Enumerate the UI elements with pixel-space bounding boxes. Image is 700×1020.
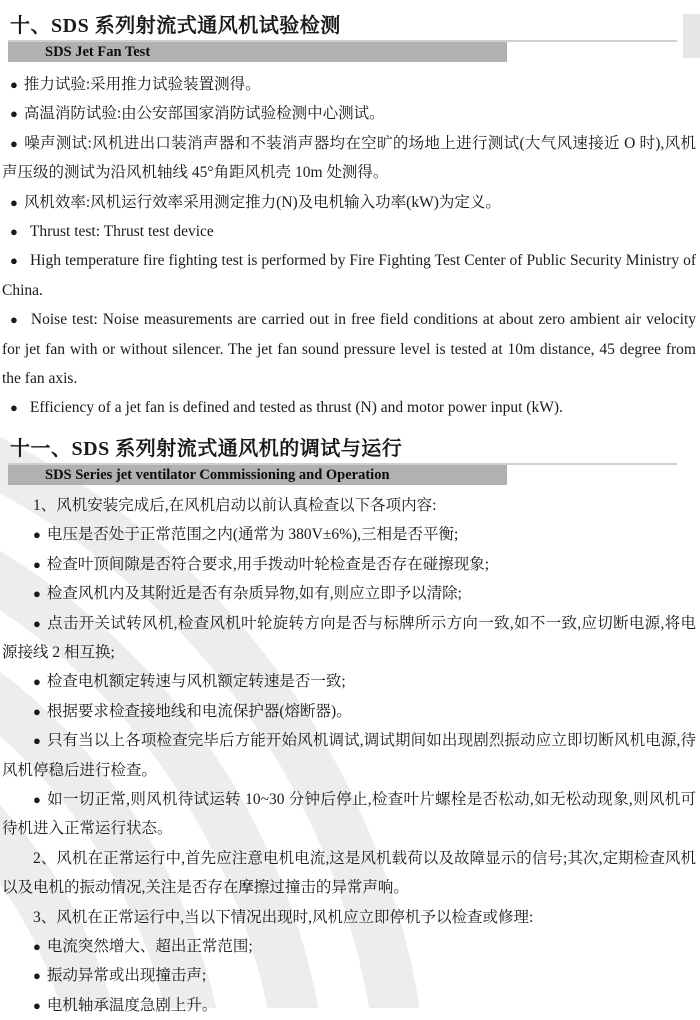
list-item: [2, 697, 696, 726]
numbered-paragraph: [2, 491, 696, 520]
section2-banner-bar: [8, 465, 507, 485]
list-item-text: High temperature fire fighting test is performed by Fire Fighting Test Center of Public Security Ministry of China.: [2, 252, 696, 299]
bullet-icon: ●: [33, 968, 41, 984]
list-item-text: 电压是否处于正常范围之内(通常为 380V±6%),三相是否平衡;: [46, 526, 459, 544]
section-commissioning: [0, 437, 700, 1020]
list-item-text: 如一切正常,则风机待试运转 10~30 分钟后停止,检查叶片螺栓是否松动,如无松动现象,则风机可待机进入正常运行状态。: [2, 790, 696, 838]
list-item: [2, 217, 696, 246]
list-item: [2, 961, 696, 990]
list-item-text: 点击开关试转风机,检查风机叶轮旋转方向是否与标牌所示方向一致,如不一致,应切断电源,将电源接线 2 相互换;: [2, 614, 696, 661]
numbered-paragraph: [2, 903, 696, 932]
bullet-icon: ●: [33, 556, 41, 572]
list-item: [2, 393, 696, 422]
bullet-icon: ●: [33, 997, 41, 1013]
section2-body: [2, 491, 696, 1020]
section2-banner-row: [0, 463, 700, 485]
list-item-text: 振动异常或出现撞击声;: [46, 967, 207, 985]
list-item: [2, 305, 696, 393]
bullet-icon: ●: [33, 703, 41, 719]
section2-title: 十一、SDS 系列射流式通风机的调试与运行: [10, 437, 403, 460]
paragraph-text: 2、风机在正常运行中,首先应注意电机电流,这是风机载荷以及故障显示的信号;其次,定期检查风机以及电机的振动情况,关注是否存在摩擦过撞击的异常声响。: [2, 849, 696, 897]
list-item: [2, 932, 696, 961]
bullet-icon: ●: [10, 400, 18, 416]
section1-title: 十、SDS 系列射流式通风机试验检测: [10, 15, 341, 37]
list-item: [2, 785, 696, 844]
bullet-icon: ●: [10, 253, 18, 269]
list-item: [2, 667, 696, 696]
list-item-text: 检查风机内及其附近是否有杂质异物,如有,则应立即予以清除;: [46, 585, 462, 603]
bullet-icon: ●: [10, 312, 19, 328]
section2-banner-label: SDS Series jet ventilator Commissioning and Operation: [45, 466, 390, 483]
section-test: [0, 14, 700, 423]
bullet-icon: ●: [10, 194, 18, 210]
list-item: [2, 188, 696, 217]
list-item-text: Efficiency of a jet fan is defined and tested as thrust (N) and motor power input (kW).: [29, 399, 563, 417]
list-item-text: 高温消防试验:由公安部国家消防试验检测中心测试。: [23, 105, 385, 123]
list-item: [2, 609, 696, 668]
list-item: [2, 70, 696, 99]
list-item-text: 电流突然增大、超出正常范围;: [46, 937, 253, 955]
paragraph-text: 3、风机在正常运行中,当以下情况出现时,风机应立即停机予以检查或修理:: [33, 908, 534, 926]
bullet-icon: ●: [10, 224, 18, 240]
bullet-icon: ●: [33, 527, 41, 543]
list-item-text: 检查叶顶间隙是否符合要求,用手拨动叶轮检查是否存在碰擦现象;: [46, 555, 490, 573]
list-item: [2, 129, 696, 188]
list-item-text: Thrust test: Thrust test device: [29, 223, 214, 241]
list-item: [2, 246, 696, 305]
section1-body: [2, 70, 696, 423]
section1-banner-row: [0, 40, 700, 62]
list-item-text: 电机轴承温度急剧上升。: [46, 996, 218, 1014]
bullet-icon: ●: [33, 938, 41, 954]
bullet-icon: ●: [10, 106, 18, 122]
bullet-icon: ●: [33, 791, 42, 807]
bullet-icon: ●: [33, 615, 42, 631]
list-item-text: 只有当以上各项检查完毕后方能开始风机调试,调试期间如出现剧烈振动应立即切断风机电源,待风机停稳后进行检查。: [2, 732, 696, 779]
bullet-icon: ●: [10, 77, 18, 92]
bullet-icon: ●: [33, 674, 41, 690]
document-page: [0, 14, 700, 1020]
section1-banner-bar: [8, 42, 507, 62]
list-item-text: 风机效率:风机运行效率采用测定推力(N)及电机输入功率(kW)为定义。: [23, 193, 501, 211]
list-item: [2, 991, 696, 1020]
list-item-text: Noise test: Noise measurements are carried out in free field conditions at about zero ambient air velocity for jet fan with or without silencer. The jet fan sound pressure level is tested at 10m distance, 45 degree from the fan axis.: [2, 311, 697, 388]
bullet-icon: ●: [33, 733, 41, 749]
list-item-text: 根据要求检查接地线和电流保护器(熔断器)。: [46, 702, 352, 720]
list-item-text: 检查电机额定转速与风机额定转速是否一致;: [46, 673, 346, 691]
list-item: [2, 726, 696, 785]
list-item-text: 推力试验:采用推力试验装置测得。: [23, 76, 261, 93]
numbered-paragraph: [2, 844, 696, 903]
list-item: [2, 520, 696, 549]
section1-banner-label: SDS Jet Fan Test: [45, 44, 151, 60]
list-item: [2, 579, 696, 608]
bullet-icon: ●: [10, 135, 19, 151]
list-item: [2, 550, 696, 579]
list-item: [2, 99, 696, 128]
bullet-icon: ●: [33, 586, 41, 602]
paragraph-text: 1、风机安装完成后,在风机启动以前认真检查以下各项内容:: [33, 496, 437, 514]
list-item-text: 噪声测试:风机进出口装消声器和不装消声器均在空旷的场地上进行测试(大气风速接近 O 时),风机声压级的测试为沿风机轴线 45°角距风机壳 10m 处测得。: [2, 134, 696, 182]
